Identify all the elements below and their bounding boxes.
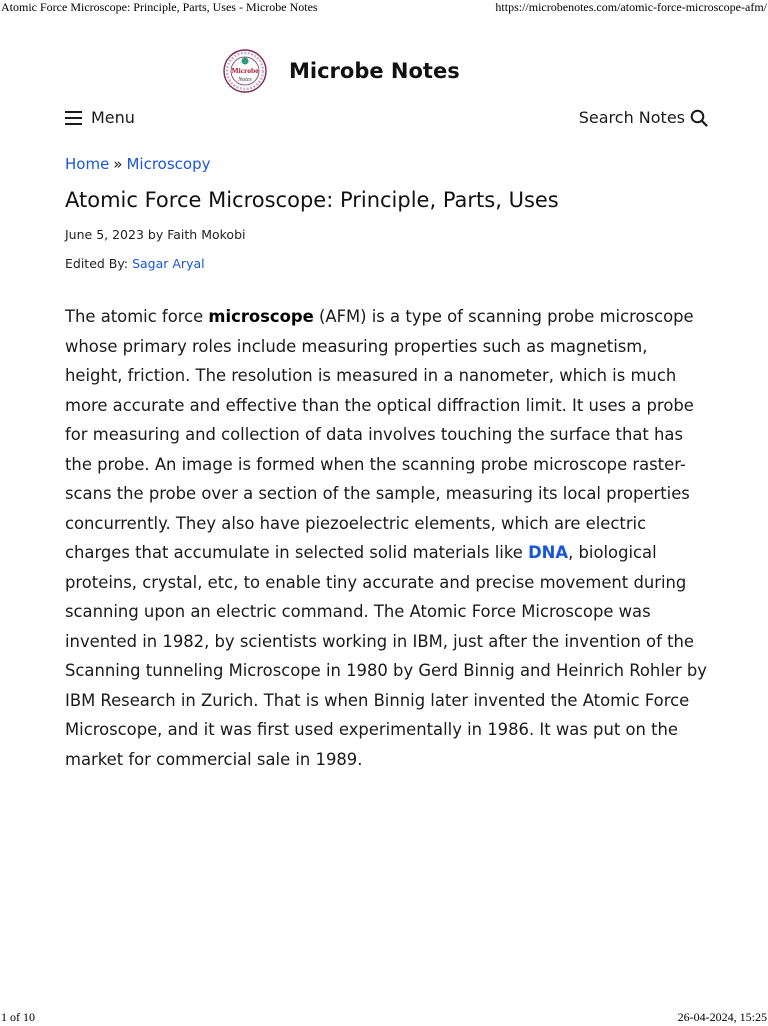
logo-text-bottom: Notes <box>238 77 252 83</box>
top-nav <box>65 108 708 132</box>
search-label: Search Notes <box>578 108 685 127</box>
print-url: https://microbenotes.com/atomic-force-microscope-afm/ <box>495 0 767 14</box>
breadcrumb-home-link[interactable]: Home <box>65 155 110 173</box>
microbe-logo-icon <box>222 48 268 94</box>
search-notes-button[interactable] <box>579 108 708 127</box>
article-text-2: (AFM) is a type of scanning probe microscope whose primary roles include measuring properties such as magnetism, height, friction. The resolution is measured in a nanometer, which is much more accurate and effective than the optical diffraction limit. It uses a probe for measuring and collection of data involves touching the surface that has the probe. An image is formed when the scanning probe microscope raster-scans the probe over a section of the sample, measuring its local properties concurrently. They also have piezoelectric elements, which are electric charges that accumulate in selected solid materials like <box>65 307 694 562</box>
edited-label: Edited By: <box>65 256 129 271</box>
page-title: Atomic Force Microscope: Principle, Parts, Uses <box>65 188 559 212</box>
dna-link[interactable]: DNA <box>528 543 569 562</box>
menu-button[interactable] <box>65 108 135 127</box>
print-timestamp: 26-04-2024, 15:25 <box>677 1010 767 1024</box>
hamburger-icon <box>65 111 83 125</box>
editor-link[interactable]: Sagar Aryal <box>132 256 205 271</box>
logo-text-top: Microbe <box>231 66 259 75</box>
article-paragraph <box>65 302 710 774</box>
post-meta <box>65 227 245 242</box>
menu-label: Menu <box>91 108 135 127</box>
print-doc-title: Atomic Force Microscope: Principle, Parts, Uses - Microbe Notes <box>1 0 318 14</box>
post-author: Faith Mokobi <box>167 227 246 242</box>
page-indicator: 1 of 10 <box>1 1010 35 1024</box>
breadcrumb-separator: » <box>113 155 123 173</box>
search-icon <box>690 109 708 127</box>
site-title[interactable]: Microbe Notes <box>289 59 460 83</box>
post-by: by <box>147 227 164 242</box>
site-logo[interactable] <box>222 48 268 94</box>
article-bold-term: microscope <box>208 307 314 326</box>
article-text-1: The atomic force <box>65 307 209 326</box>
article-text-3: , biological proteins, crystal, etc, to enable tiny accurate and precise movement during scanning upon an electric command. The Atomic Force Microscope was invented in 1982, by scientists working in IBM, just after the invention of the Scanning tunneling Microscope in 1980 by Gerd Binnig and Heinrich Rohler by IBM Research in Zurich. That is when Binnig later invented the Atomic Force Microscope, and it was first used experimentally in 1986. It was put on the market for commercial sale in 1989. <box>65 543 708 769</box>
breadcrumb-microscopy-link[interactable]: Microscopy <box>126 155 211 173</box>
edited-by <box>65 256 205 271</box>
post-date: June 5, 2023 <box>65 227 144 242</box>
breadcrumb <box>65 155 211 173</box>
print-header <box>0 0 768 16</box>
